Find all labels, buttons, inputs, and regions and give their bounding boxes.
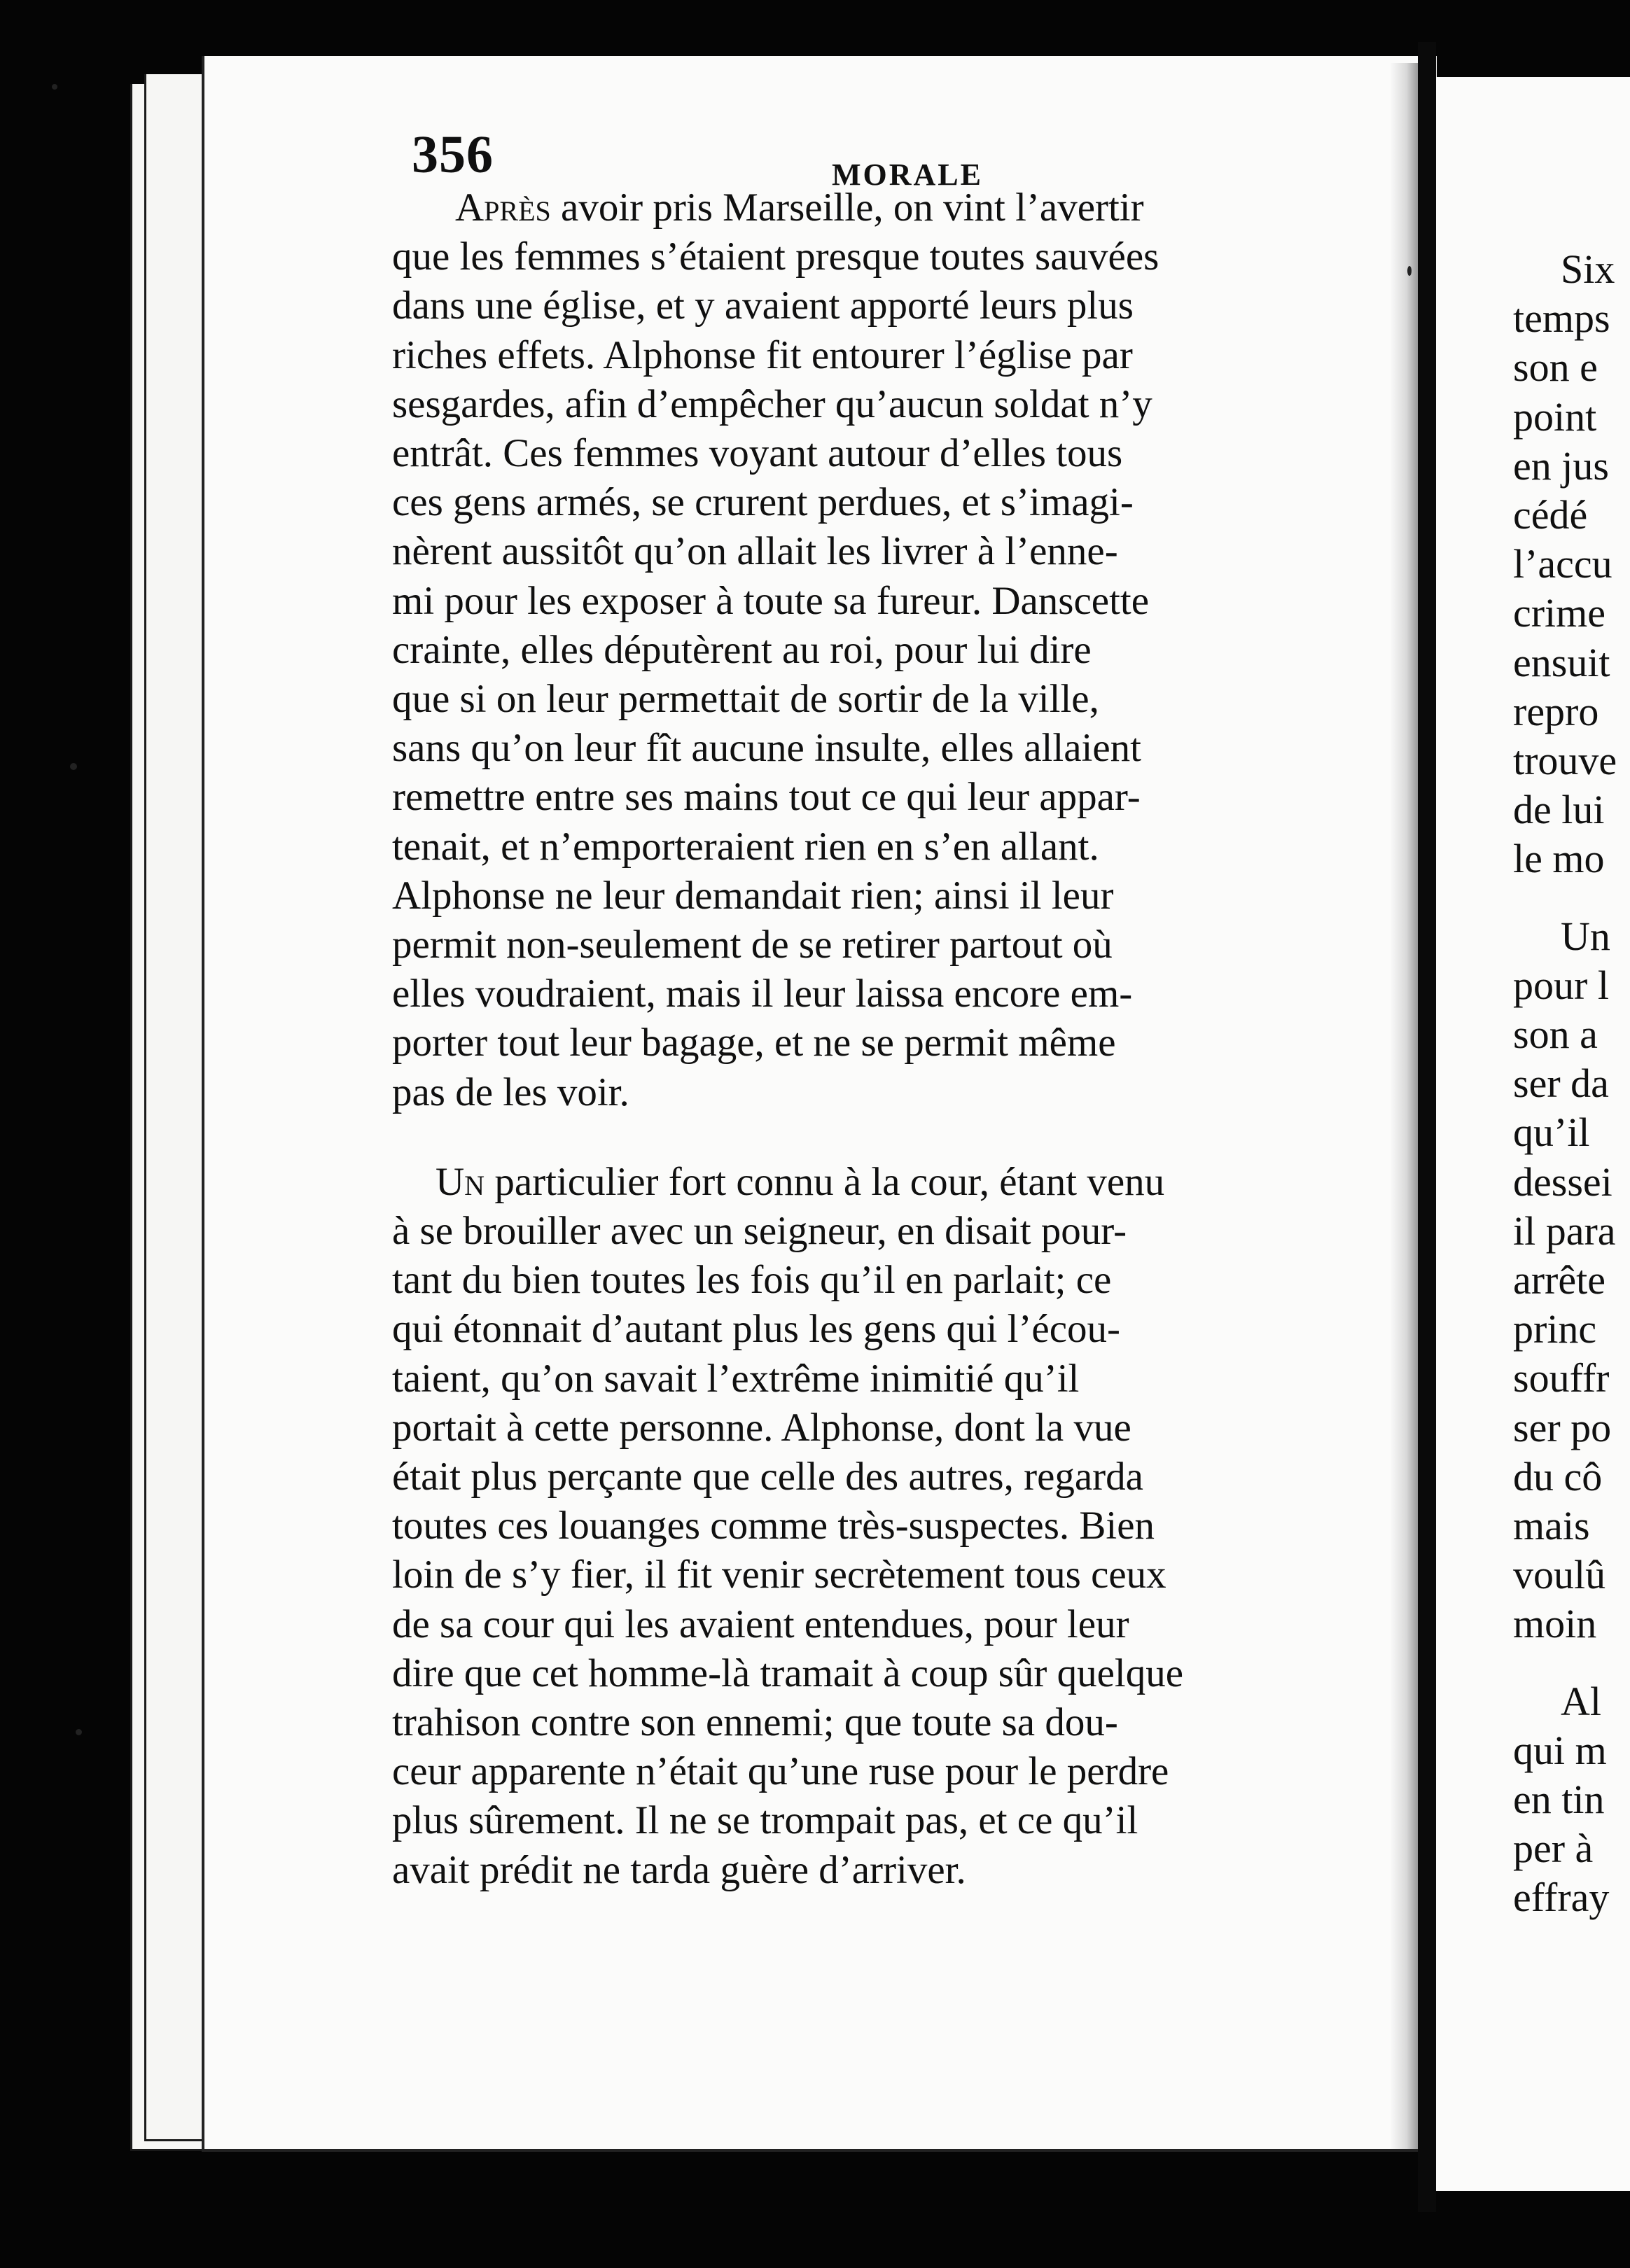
text-line-content: particulier fort connu à la cour, étant venu	[485, 1159, 1165, 1204]
text-line-content: toutes ces louanges comme très-suspectes. Bien	[392, 1504, 1155, 1548]
text-line	[392, 1502, 1155, 1550]
text-line	[392, 1747, 1169, 1796]
text-line-content: sans qu’on leur fît aucune insulte, elles allaient	[392, 726, 1142, 771]
text-line-content: avoir pris Marseille, on vint l’avertir	[550, 186, 1144, 230]
text-line-content: elles voudraient, mais il leur laissa encore em-	[392, 972, 1133, 1016]
text-line-content: ceur apparente n’était qu’une ruse pour le perdre	[392, 1749, 1169, 1794]
text-line-content: taient, qu’on savait l’extrême inimitié qu’il	[392, 1356, 1080, 1401]
text-line	[392, 1698, 1118, 1747]
text-line	[392, 1018, 1116, 1068]
dust-speck	[1407, 266, 1412, 276]
facing-text-line: en jus	[1513, 442, 1609, 489]
text-line-content: crainte, elles députèrent au roi, pour lui dire	[392, 627, 1092, 672]
text-line-content: portait à cette personne. Alphonse, dont la vue	[392, 1405, 1131, 1450]
running-head: MORALE	[832, 158, 983, 192]
facing-text-line: mais	[1513, 1503, 1590, 1548]
text-line	[392, 1354, 1079, 1404]
facing-text-line: ser po	[1513, 1404, 1612, 1450]
text-line	[392, 1550, 1166, 1600]
facing-text-line: il para	[1513, 1208, 1616, 1254]
dust-speck	[70, 763, 77, 770]
facing-text-line: repro	[1513, 688, 1599, 734]
text-line-content: plus sûrement. Il ne se trompait pas, et ce qu’il	[392, 1798, 1138, 1843]
text-line	[392, 626, 1092, 675]
text-line-content: que les femmes s’étaient presque toutes sauvées	[392, 234, 1159, 279]
text-line-content: qui étonnait d’autant plus les gens qui l’écou-	[392, 1307, 1120, 1352]
text-line-content: mi pour les exposer à toute sa fureur. Danscette	[392, 578, 1150, 623]
text-line-content: loin de s’y fier, il fit venir secrètement tous ceux	[392, 1553, 1166, 1597]
text-line	[392, 1068, 629, 1117]
text-line	[455, 183, 1144, 232]
text-line	[392, 1305, 1120, 1354]
text-line-content: dans une église, et y avaient apporté leurs plus	[392, 284, 1134, 328]
facing-text-line: ensuit	[1513, 639, 1610, 685]
text-line-content: riches effets. Alphonse fit entourer l’église par	[392, 332, 1133, 377]
gutter-shadow	[1390, 63, 1418, 2149]
text-line	[392, 281, 1134, 330]
text-line	[392, 1207, 1127, 1256]
text-line-content: trahison contre son ennemi; que toute sa dou-	[392, 1700, 1118, 1744]
facing-text-line: du cô	[1513, 1453, 1603, 1499]
facing-page	[1436, 77, 1630, 2191]
text-line-content: dire que cet homme-là tramait à coup sûr quelque	[392, 1651, 1184, 1695]
text-line	[392, 1846, 966, 1895]
text-line-content: sesgardes, afin d’empêcher qu’aucun soldat n’y	[392, 382, 1152, 426]
text-line-content: tenait, et n’emporteraient rien en s’en allant.	[392, 824, 1099, 869]
text-line	[392, 773, 1141, 822]
facing-text-line: qui m	[1513, 1727, 1607, 1773]
text-line	[392, 577, 1149, 626]
text-line-content: pas de les voir.	[392, 1070, 629, 1114]
text-line	[392, 1452, 1143, 1502]
text-line-content: remettre entre ses mains tout ce qui leur appar-	[392, 775, 1141, 820]
text-line-content: Alphonse ne leur demandait rien; ainsi il leur	[392, 873, 1114, 918]
facing-text-line: voulû	[1513, 1552, 1606, 1598]
facing-text-line: ser da	[1513, 1060, 1609, 1107]
dust-speck	[52, 84, 57, 90]
facing-text-line: per à	[1513, 1826, 1594, 1872]
paragraph-lead: Un	[436, 1159, 485, 1204]
text-line	[392, 1404, 1131, 1452]
text-line-content: était plus perçante que celle des autres, regarda	[392, 1455, 1143, 1499]
facing-text-line: pour l	[1513, 962, 1609, 1008]
text-line	[392, 1256, 1111, 1305]
facing-text-line: temps	[1513, 295, 1610, 342]
facing-text-line: Un	[1561, 913, 1610, 959]
text-line	[392, 380, 1152, 429]
text-line-content: ces gens armés, se crurent perdues, et s’imagi-	[392, 480, 1134, 525]
text-line-content: porter tout leur bagage, et ne se permit même	[392, 1021, 1116, 1065]
facing-text-line: en tin	[1513, 1777, 1605, 1822]
dust-speck	[76, 1729, 82, 1735]
text-line-content: tant du bien toutes les fois qu’il en parlait; ce	[392, 1258, 1112, 1303]
facing-text-line: dessei	[1513, 1158, 1612, 1205]
facing-text-line: arrête	[1513, 1257, 1605, 1303]
text-line	[392, 822, 1099, 872]
facing-text-line: de lui	[1513, 787, 1605, 833]
facing-text-line: princ	[1513, 1306, 1597, 1352]
book-spine	[1418, 42, 1436, 2212]
text-line	[392, 478, 1134, 527]
facing-text-line: l’accu	[1513, 541, 1612, 587]
facing-text-line: Six	[1561, 246, 1615, 292]
facing-text-line: effray	[1513, 1875, 1610, 1921]
text-line-content: à se brouiller avec un seigneur, en disait pour-	[392, 1209, 1127, 1253]
text-line-content: permit non-seulement de se retirer partout où	[392, 923, 1113, 967]
text-line	[392, 1796, 1138, 1845]
facing-text-line: trouve	[1513, 738, 1617, 783]
facing-text-line: Al	[1561, 1678, 1601, 1724]
text-line	[392, 232, 1159, 281]
facing-text-line: qu’il	[1513, 1110, 1590, 1156]
text-line	[392, 527, 1118, 576]
facing-text-line: son e	[1513, 344, 1598, 391]
text-line	[392, 429, 1122, 478]
facing-text-line: le mo	[1513, 836, 1605, 882]
facing-text-line: moin	[1513, 1601, 1597, 1647]
text-line	[392, 969, 1132, 1018]
text-line	[392, 724, 1141, 773]
text-line	[436, 1158, 1164, 1207]
text-line	[392, 872, 1113, 920]
text-line	[392, 1649, 1183, 1698]
facing-text-line: point	[1513, 393, 1597, 440]
text-line-content: de sa cour qui les avaient entendues, pour leur	[392, 1602, 1129, 1646]
page-number: 356	[412, 125, 494, 184]
text-line-content: nèrent aussitôt qu’on allait les livrer à l’enne-	[392, 529, 1118, 574]
text-line	[392, 920, 1113, 969]
text-line	[392, 331, 1133, 380]
text-line-content: avait prédit ne tarda guère d’arriver.	[392, 1847, 966, 1892]
facing-text-line: cédé	[1513, 492, 1588, 538]
text-line-content: que si on leur permettait de sortir de la ville,	[392, 677, 1099, 721]
facing-text-line: souffr	[1513, 1355, 1610, 1401]
facing-text-line: son a	[1513, 1011, 1598, 1057]
text-line	[392, 675, 1099, 724]
facing-text-line: crime	[1513, 590, 1606, 636]
paragraph-lead: Après	[455, 186, 551, 230]
text-line	[392, 1600, 1129, 1649]
text-line-content: entrât. Ces femmes voyant autour d’elles tous	[392, 431, 1123, 475]
